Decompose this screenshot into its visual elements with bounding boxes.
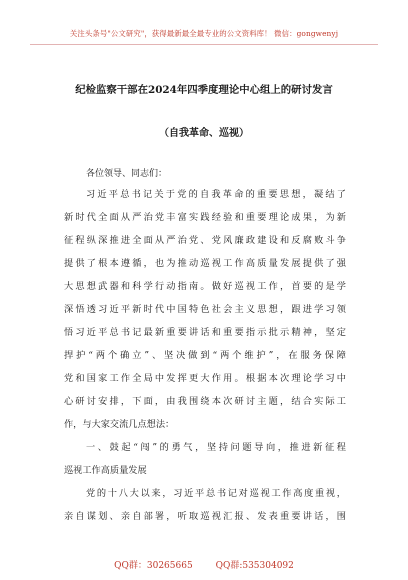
body-line: 深悟透习近平新时代中国特色社会主义思想，跟进学习领 bbox=[64, 304, 346, 315]
header-banner bbox=[0, 0, 408, 60]
section-heading-cont: 巡视工作高质量发展 bbox=[64, 465, 147, 476]
header-notice: 关注头条号"公文研究"，获得最新最全最专业的公文资料库！ 微信：gongwenyj bbox=[69, 29, 339, 38]
body-line: 亲自谋划、亲自部署，听取巡视汇报、发表重要讲话，围 bbox=[64, 511, 346, 522]
body-line: 捍护“两个确立”、坚决做到“两个维护”，在服务保障 bbox=[64, 350, 346, 361]
section-heading: 一、鼓起“闯”的勇气，坚持问题导向，推进新征程 bbox=[86, 442, 346, 453]
body-line: 新时代全面从严治党丰富实践经验和重要理论成果，为新 bbox=[64, 212, 346, 223]
body-line: 作，与大家交流几点想法： bbox=[64, 419, 175, 430]
greeting: 各位领导、同志们： bbox=[86, 169, 168, 179]
header-divider bbox=[30, 44, 378, 45]
body-line: 习近平总书记关于党的自我革命的重要思想，凝结了 bbox=[86, 189, 346, 200]
document-subtitle: （自我革命、巡视） bbox=[159, 128, 249, 139]
body-line: 党和国家工作全局中发挥更大作用。根据本次理论学习中 bbox=[64, 373, 346, 384]
document-title: 纪检监察干部在2024年四季度理论中心组上的研讨发言 bbox=[75, 84, 333, 96]
body-line: 征程纵深推进全面从严治党、党风廉政建设和反腐败斗争 bbox=[64, 235, 346, 246]
body-line: 悟习近平总书记最新重要讲话和重要指示批示精神，坚定 bbox=[64, 327, 346, 338]
body-line: 大思想武器和科学行动指南。做好巡视工作，首要的是学 bbox=[64, 281, 346, 292]
body-line: 心研讨安排，下面，由我围绕本次研讨主题，结合实际工 bbox=[64, 396, 346, 407]
footer-qq-group-1: QQ群：30265665 bbox=[114, 561, 193, 571]
body-line: 党的十八大以来，习近平总书记对巡视工作高度重视， bbox=[86, 488, 346, 499]
footer-qq-group-2: QQ群:535304092 bbox=[215, 561, 294, 571]
body-line: 提供了根本遵循，也为推动巡视工作高质量发展提供了强 bbox=[64, 258, 346, 269]
footer bbox=[0, 558, 408, 571]
